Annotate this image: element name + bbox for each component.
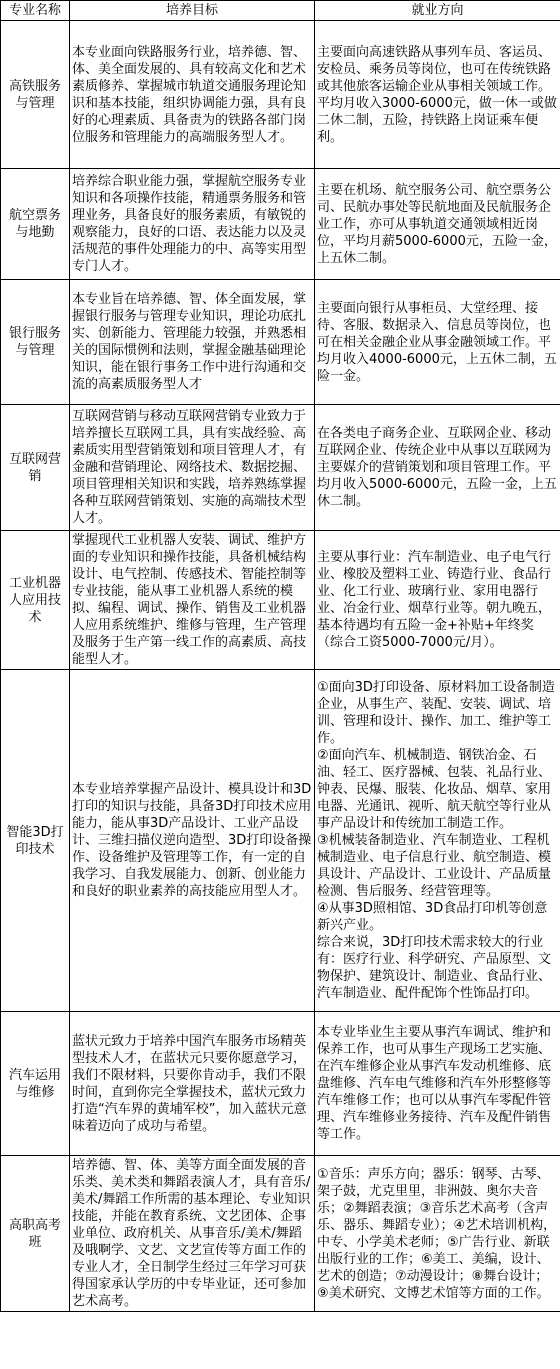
career-paragraph: 主要在机场、航空服务公司、航空票务公司、民航办事处等民航地面及民航服务企业工作，亦可从事轨道交通领域相近岗位，平均月薪5000-6000元，五险一金，上五休二制。 (317, 182, 557, 266)
training-goal-cell: 掌握现代工业机器人安装、调试、维护方面的专业知识和操作技能，具备机械结构设计、电气控制、传感技术、智能控制等专业技能，能从事工业机器人系统的模拟、编程、调试、操作、销售及工业机器人应用系统维护、维修与管理，生产管理及服务于生产第一线工作的高素质、高技能型人才。 (70, 531, 315, 670)
training-goal-cell: 互联网营销与移动互联网营销专业致力于培养擅长互联网工具，具有实战经验、高素质实用型营销策划和项目管理人才，有金融和营销理论、网络技术、数据挖掘、项目管理相关知识和实践，培养熟练掌握各种互联网营销策划、实施的高端技术型人才。 (70, 405, 315, 531)
career-paragraph: 综合来说，3D打印技术需求较大的行业有：医疗行业、科学研究、产品原型、文物保护、建筑设计、制造业、食品行业、汽车制造业、配件配饰个性饰品打印。 (317, 935, 552, 1001)
career-direction-cell (315, 531, 560, 670)
career-paragraph: ④从事3D照相馆、3D食品打印机等创意新兴产业。 (317, 901, 548, 933)
training-goal-cell: 培养德、智、体、美等方面全面发展的音乐类、美术类和舞蹈表演人才，具有音乐/美术/舞蹈工作所需的基本理论、专业知识技能，并能在教育系统、文艺团体、企事业单位、政府机关、从事音乐/美术/舞蹈及哦啊学、文艺、文艺宣传等方面工作的专业人才，全日制学生经过三年学习可获得国家承认学历的中专毕业证，还可参加艺术高考。 (70, 1156, 315, 1312)
major-name-cell: 工业机器人应用技术 (1, 531, 70, 670)
table-row (1, 405, 560, 531)
career-paragraph: ①音乐：声乐方向；器乐：钢琴、古琴、架子鼓，尤克里里，非洲鼓、奥尔夫音乐；②舞蹈表演；③音乐艺术高考（含声乐、器乐、舞蹈专业）；④艺术培训机构，中专、小学美术老师；⑤广告行业、新联出版行业的工作；⑥美工、美编，设计、艺术的创造；⑦动漫设计；⑧舞台设计；⑨美术研究、文博艺术馆等方面的工作。 (317, 1166, 557, 1301)
table-row (1, 169, 560, 280)
table-row (1, 1012, 560, 1156)
career-paragraph: 主要面向银行从事柜员、大堂经理、接待、客服、数据录入、信息员等岗位，也可在相关金融企业从事金融领域工作。平均月收入4000-6000元，上五休二制，五险一金。 (317, 300, 557, 384)
table-row (1, 280, 560, 405)
major-name-cell: 汽车运用与维修 (1, 1012, 70, 1156)
career-paragraph: 在各类电子商务企业、互联网企业、移动互联网企业、传统企业中从事以互联网为主要媒介的营销策划和项目管理工作。平均月收入5000-6000元，五险一金，上五休二制。 (317, 426, 557, 509)
career-direction-cell (315, 280, 560, 405)
career-direction-cell (315, 169, 560, 280)
training-goal-cell: 本专业面向铁路服务行业，培养德、智、体、美全面发展的、具有较高文化和艺术素质修养、掌握城市轨道交通服务理论知识和基本技能，组织协调能力强，具有良好的心理素质、具备责为的铁路各部门岗位服务和管理能力的高端服务型人才。 (70, 21, 315, 169)
career-paragraph: ③机械装备制造业、汽车制造业、工程机械制造业、电子信息行业、航空制造、模具设计、产品设计、工业设计、产品质量检测、售后服务、经营管理等。 (317, 833, 552, 899)
header-training-goal: 培养目标 (70, 1, 315, 21)
training-goal-cell: 培养综合职业能力强，掌握航空服务专业知识和各项操作技能，精通票务服务和管理业务，具备良好的服务素质，有敏锐的观察能力，良好的口语、表达能力以及灵活规范的事件处理能力的中、高等实用型专门人才。 (70, 169, 315, 280)
major-name-cell: 高职高考班 (1, 1156, 70, 1312)
major-name-cell: 航空票务与地勤 (1, 169, 70, 280)
major-name-cell: 高铁服务与管理 (1, 21, 70, 169)
training-goal-cell: 蓝状元致力于培养中国汽车服务市场精英型技术人才，在蓝状元只要你愿意学习，我们不限材料，只要你肯动手，我们不限时间，直到你完全掌握技术，蓝状元致力打造“汽车界的黄埔军校”，加入蓝状元意味着迈向了成功与希望。 (70, 1012, 315, 1156)
career-direction-cell (315, 670, 560, 1012)
career-paragraph: ①面向3D打印设备、原材料加工设备制造企业，从事生产、装配、安装、调试、培训、管理和设计、操作、加工、维护等工作。 (317, 680, 555, 746)
table-row (1, 21, 560, 169)
table-row (1, 531, 560, 670)
training-goal-cell: 本专业旨在培养德、智、体全面发展，掌握银行服务与管理专业知识，理论功底扎实、创新能力、管理能力较强，并熟悉相关的国际惯例和法则，掌握金融基础理论知识，能在银行事务工作中进行沟通和交流的高素质服务型人才 (70, 280, 315, 405)
training-goal-cell: 本专业培养掌握产品设计、模具设计和3D打印的知识与技能，具备3D打印技术应用能力，能从事3D产品设计、工业产品设计、三维扫描仪逆向造型、3D打印设备操作、设备维护及管理等工作，有一定的自我学习、自我发展能力、创新、创业能力和良好的职业素养的高技能应用型人才。 (70, 670, 315, 1012)
major-name-cell: 银行服务与管理 (1, 280, 70, 405)
career-direction-cell (315, 405, 560, 531)
table-row (1, 670, 560, 1012)
career-direction-cell (315, 1012, 560, 1156)
table-row (1, 1156, 560, 1312)
header-major-name: 专业名称 (1, 1, 70, 21)
career-paragraph: 主要从事行业：汽车制造业、电子电气行业、橡胶及塑料工业、铸造行业、食品行业、化工行业、玻璃行业、家用电器行业、冶金行业、烟草行业等。朝九晚五，基本待遇均有五险一金+补贴+年终奖（综合工资5000-7000元/月）。 (317, 550, 552, 650)
career-direction-cell (315, 21, 560, 169)
career-direction-cell (315, 1156, 560, 1312)
career-paragraph: 主要面向高速铁路从事列车员、客运员、安检员、乘务员等岗位，也可在传统铁路或其他旅客运输企业从事相关领域工作。平均月收入3000-6000元，做一休一或做二休二制，五险，持铁路上岗证乘车便利。 (317, 44, 557, 145)
major-name-cell: 智能3D打印技术 (1, 670, 70, 1012)
career-paragraph: 本专业毕业生主要从事汽车调试、维护和保养工作，也可从事生产现场工艺实施、在汽车维修企业从事汽车发动机维修、底盘维修、汽车电气维修和汽车外形整修等汽车维修工作；也可以从事汽车零配件管理、汽车维修业务接待、汽车及配件销售等工作。 (317, 1025, 552, 1142)
header-career-direction: 就业方向 (315, 1, 560, 21)
major-name-cell: 互联网营销 (1, 405, 70, 531)
header-row (1, 1, 560, 21)
career-paragraph: ②面向汽车、机械制造、钢铁冶金、石油、轻工、医疗器械、包装、礼品行业、钟表、民爆、服装、化妆品、烟草、家用电器、光通讯、视听、航天航空等行业从事产品设计和传统加工制造工作。 (317, 748, 552, 831)
